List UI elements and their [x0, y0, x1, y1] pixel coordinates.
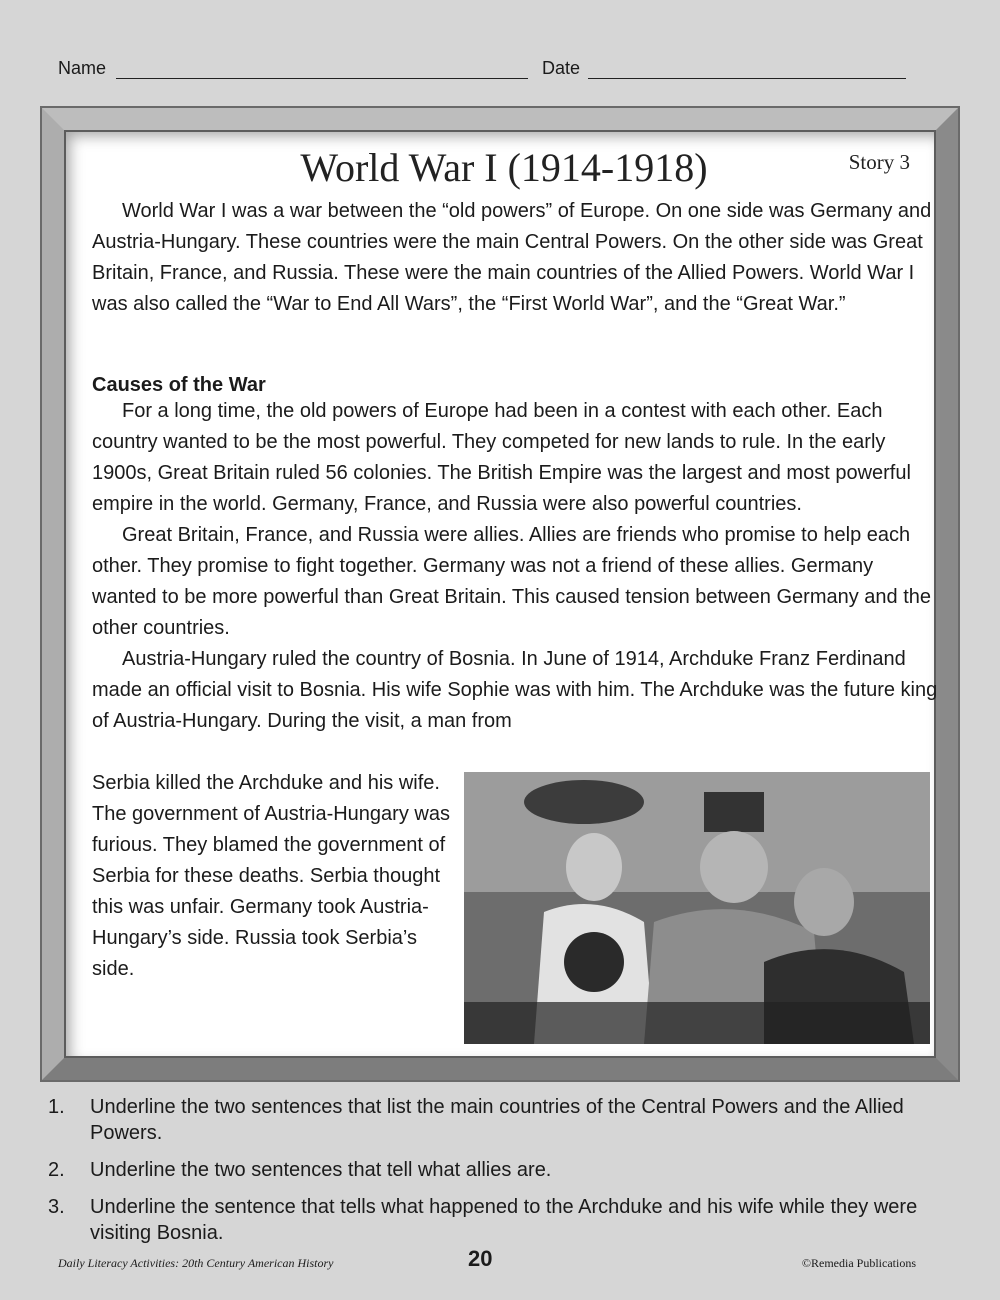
story-frame: [42, 108, 958, 1080]
date-label: Date: [542, 58, 581, 78]
story-label: Story 3: [848, 150, 910, 174]
intro-text: World War I was a war between the “old powers” of Europe. On one side was Germany and Austria-Hungary. These countries were the main Central Powers. On the other side was Great Britain, France, and Russia. These were the main countries of the Allied Powers. World War I was also called the “War to End All Wars”, the “First World War”, and the “Great War.”: [92, 200, 932, 315]
book-title: Daily Literacy Activities: 20th Century American History: [58, 1256, 334, 1270]
paragraph-1: For a long time, the old powers of Europe had been in a contest with each other. Each country wanted to be the most powerful. They competed for new lands to rule. In the early 1900s, Great Britain ruled 56 colonies. The British Empire was the largest and most powerful empire in the world. Germany, France, and Russia were also powerful countries.: [92, 400, 911, 515]
story-title: World War I (1914-1918): [300, 145, 708, 190]
question-2: [44, 1157, 944, 1183]
question-number: 3.: [48, 1196, 65, 1218]
question-number: 1.: [48, 1096, 65, 1118]
name-date-row: [58, 58, 918, 84]
page-footer: [58, 1246, 916, 1276]
paragraph-3-continued: Serbia killed the Archduke and his wife. The government of Austria-Hungary was furious. They blamed the government of Serbia for these deaths. Serbia thought this was unfair. Germany took Austria-Hungary’s side. Russia took Serbia’s side.: [92, 772, 450, 980]
name-field[interactable]: [116, 78, 528, 79]
question-text: Underline the sentence that tells what happened to the Archduke and his wife while they were visiting Bosnia.: [90, 1196, 918, 1244]
question-3: [44, 1194, 944, 1246]
question-number: 2.: [48, 1159, 65, 1181]
page-number: 20: [468, 1246, 493, 1271]
date-field[interactable]: [588, 78, 906, 79]
paragraph-2: Great Britain, France, and Russia were allies. Allies are friends who promise to help each other. They promise to fight together. Germany was not a friend of these allies. Germany wanted to be more powerful than Great Britain. This caused tension between Germany and the other countries.: [92, 524, 932, 639]
body-paragraphs: [92, 396, 942, 737]
question-text: Underline the two sentences that tell what allies are.: [90, 1159, 552, 1181]
publisher: ©Remedia Publications: [801, 1256, 916, 1270]
name-label: Name: [58, 58, 107, 78]
photo-illustration: [464, 772, 930, 1044]
questions-list: [44, 1094, 944, 1257]
archduke-photo: [464, 772, 930, 1044]
question-1: [44, 1094, 944, 1146]
question-text: Underline the two sentences that list the main countries of the Central Powers and the Allied Powers.: [90, 1096, 904, 1144]
intro-paragraph: [92, 196, 942, 320]
section-heading: Causes of the War: [92, 374, 266, 396]
paragraph-3: Austria-Hungary ruled the country of Bosnia. In June of 1914, Archduke Franz Ferdinand made an official visit to Bosnia. His wife Sophie was with him. The Archduke was the future king of Austria-Hungary. During the visit, a man from: [92, 648, 938, 732]
